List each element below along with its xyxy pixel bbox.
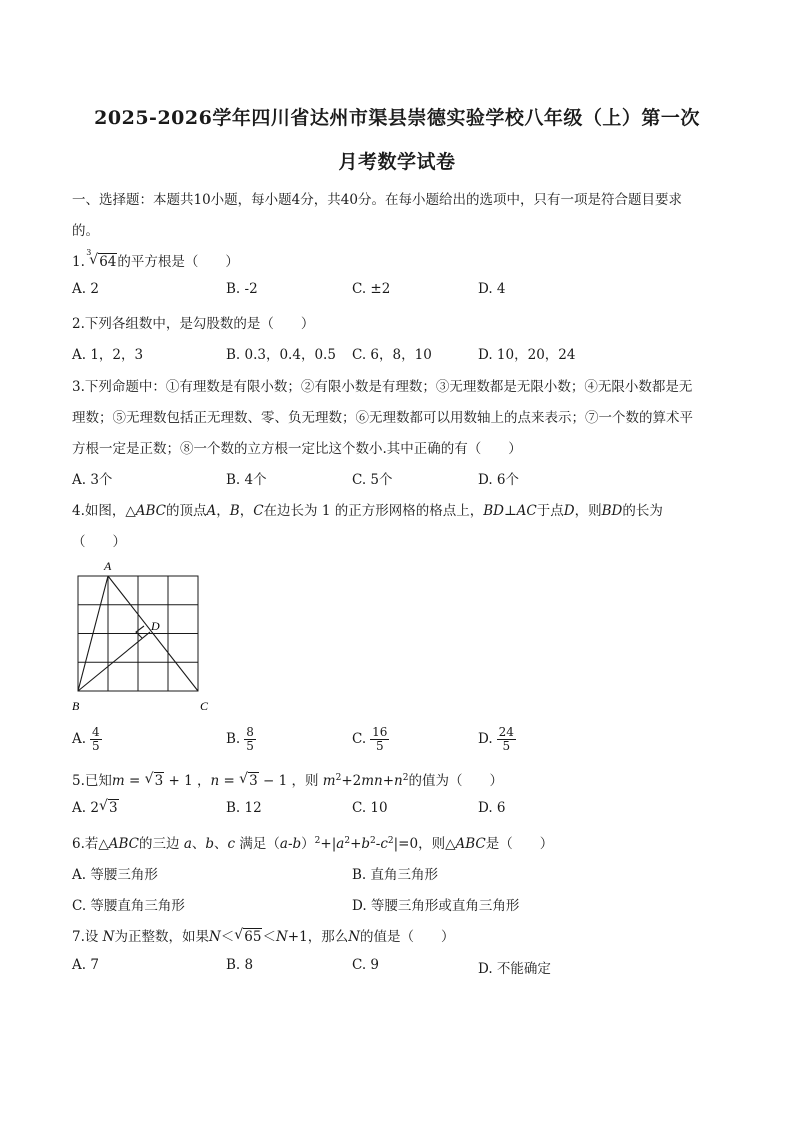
q3-option-a[interactable]: A. 3个 xyxy=(72,472,113,488)
q4-c-den: 5 xyxy=(375,739,384,753)
exp-2: 2 xyxy=(344,836,351,846)
q4-option-b[interactable] xyxy=(226,726,256,753)
section-instructions-line1: 一、选择题：本题共10小题，每小题4分，共40分。在每小题给出的选项中，只有一项是符合题目要求 xyxy=(72,192,682,208)
q2-option-d[interactable]: D. 10，20，24 xyxy=(478,347,576,363)
q7-option-c[interactable]: C. 9 xyxy=(352,957,380,973)
q1-option-c[interactable]: C. ±2 xyxy=(352,281,391,297)
q1-option-d[interactable]: D. 4 xyxy=(478,281,506,297)
q6-option-d[interactable]: D. 等腰三角形或直角三角形 xyxy=(352,898,520,914)
q5-plus: + 1 ， xyxy=(164,773,211,789)
q4-text-1: 的顶点 xyxy=(166,503,207,519)
q6-tail: 是（ ） xyxy=(485,836,554,852)
triangle-abc-2: ABC xyxy=(455,836,486,852)
question-1-number: 1. xyxy=(72,254,85,270)
q4-text-pre: 4.如图，△ xyxy=(72,503,136,519)
exam-title-line1: 2025-2026学年四川省达州市渠县崇德实验学校八年级（上）第一次 xyxy=(94,107,700,129)
q4-c-fraction xyxy=(370,726,389,753)
sqrt-3-a xyxy=(145,773,165,789)
q7-tail: 的值是（ ） xyxy=(360,929,455,945)
var-n: N xyxy=(102,929,115,945)
q4-b-fraction xyxy=(244,726,256,753)
exp-2: 2 xyxy=(402,773,409,783)
q6-plus: + xyxy=(350,836,362,852)
q4-d-den: 5 xyxy=(502,739,511,753)
q7-text-2: +1，那么 xyxy=(287,929,349,945)
perp-symbol: ⊥ xyxy=(503,503,517,519)
q4-a-fraction xyxy=(90,726,102,753)
q5-tail: 的值为（ ） xyxy=(408,773,503,789)
root-index: 3 xyxy=(86,248,92,257)
vertex-c: C xyxy=(253,503,264,519)
var-n: n xyxy=(210,773,220,789)
q4-a-den: 5 xyxy=(92,739,100,753)
section-instructions-line2: 的。 xyxy=(72,223,99,239)
side-b: b xyxy=(205,836,215,852)
var-b: b xyxy=(361,836,371,852)
exam-title-line2: 月考数学试卷 xyxy=(338,151,456,173)
exp-2: 2 xyxy=(314,836,321,846)
q1-option-a[interactable]: A. 2 xyxy=(72,281,99,297)
cube-root xyxy=(86,248,117,270)
radicand: 3 xyxy=(154,773,164,789)
q3-option-d[interactable]: D. 6个 xyxy=(478,472,520,488)
q3-option-b[interactable]: B. 4个 xyxy=(226,472,267,488)
q4-b-letter: B. xyxy=(226,731,241,747)
q5-a-coef: 2 xyxy=(90,800,99,816)
radical-sign: √ xyxy=(239,771,249,787)
question-5-stem xyxy=(72,769,503,789)
expr-plus: + xyxy=(382,773,395,789)
q5-option-c[interactable]: C. 10 xyxy=(352,800,388,816)
var-a: a xyxy=(336,836,345,852)
radicand: 64 xyxy=(99,254,117,270)
q4-option-c[interactable] xyxy=(352,726,389,753)
question-3-line1: 3.下列命题中：①有理数是有限小数；②有限小数是有理数；③无理数都是无限小数；④无限小数都是无 xyxy=(72,379,693,395)
var-n: N xyxy=(208,929,221,945)
q4-text-4: ，则 xyxy=(574,503,602,519)
q6-sep-2: 、 xyxy=(214,836,228,852)
question-2-stem: 2.下列各组数中，是勾股数的是（ ） xyxy=(72,316,315,332)
q6-option-b[interactable]: B. 直角三角形 xyxy=(352,867,439,883)
q5-a-letter: A. xyxy=(72,800,87,816)
q4-option-a[interactable] xyxy=(72,726,102,753)
exp-2: 2 xyxy=(387,836,394,846)
q4-d-letter: D. xyxy=(478,731,493,747)
q5-eq-2: = xyxy=(219,773,240,789)
expr-mn: mn xyxy=(361,773,383,789)
q7-option-b[interactable]: B. 8 xyxy=(226,957,254,973)
q4-d-num: 24 xyxy=(498,725,514,739)
question-3-line2: 理数；⑤无理数包括正无理数、零、负无理数；⑥无理数都可以用数轴上的点来表示；⑦一个数的算术平 xyxy=(72,410,693,426)
question-4-paren: （ ） xyxy=(72,534,126,550)
q4-a-num: 4 xyxy=(92,725,100,739)
q6-text-3: |=0，则△ xyxy=(393,836,456,852)
q6-text-pre: 6.若△ xyxy=(72,836,109,852)
label-a: A xyxy=(104,559,112,573)
radical-sign: √ xyxy=(89,252,99,268)
q6-close: ） xyxy=(301,836,315,852)
vertex-b: B xyxy=(229,503,240,519)
expr-n: n xyxy=(394,773,403,789)
q1-option-b[interactable]: B. -2 xyxy=(226,281,258,297)
segment-bd: BD xyxy=(483,503,504,519)
var-m: m xyxy=(111,773,125,789)
q7-text-pre: 7.设 xyxy=(72,929,103,945)
q4-option-d[interactable] xyxy=(478,726,516,753)
var-n: N xyxy=(275,929,288,945)
q3-option-c[interactable]: C. 5个 xyxy=(352,472,393,488)
q4-b-den: 5 xyxy=(246,739,254,753)
radical-sign: √ xyxy=(98,798,108,814)
q4-d-fraction xyxy=(497,726,516,753)
question-6-stem xyxy=(72,832,553,852)
q6-text-2: 满足（ xyxy=(235,836,280,852)
var-n: N xyxy=(348,929,361,945)
q5-a-sqrt xyxy=(99,800,119,816)
radical-sign: √ xyxy=(144,771,154,787)
q6-text-1: 的三边 xyxy=(139,836,184,852)
expr-a-minus-b: a-b xyxy=(279,836,302,852)
q4-c-num: 16 xyxy=(372,725,388,739)
segment-bd-line xyxy=(78,632,150,691)
var-c: c xyxy=(380,836,388,852)
grid-triangle-figure xyxy=(70,558,210,718)
q4-a-letter: A. xyxy=(72,731,87,747)
question-4-stem xyxy=(72,499,663,519)
question-7-stem xyxy=(72,925,455,945)
q4-sep-1: ， xyxy=(216,503,230,519)
q5-text-pre: 5.已知 xyxy=(72,773,112,789)
q4-text-2: 在边长为 1 的正方形网格的格点上， xyxy=(263,503,484,519)
q2-option-c[interactable]: C. 6，8，10 xyxy=(352,347,432,363)
q6-option-a[interactable]: A. 等腰三角形 xyxy=(72,867,158,883)
right-angle-mark xyxy=(136,626,144,638)
q7-option-a[interactable]: A. 7 xyxy=(72,957,99,973)
expr-plus-2: +2 xyxy=(341,773,362,789)
triangle-abc: ABC xyxy=(135,503,167,519)
radicand: 3 xyxy=(249,773,258,789)
q4-b-num: 8 xyxy=(246,725,254,739)
q6-minus: - xyxy=(375,836,381,852)
sqrt-65 xyxy=(234,929,262,945)
point-d: D xyxy=(563,503,575,519)
expr-m: m xyxy=(322,773,336,789)
segment-ac: AC xyxy=(516,503,537,519)
q4-text-5: 的长为 xyxy=(622,503,663,519)
radical-sign: √ xyxy=(234,927,244,943)
q5-minus: − 1 ，则 xyxy=(258,773,323,789)
triangle-abc: ABC xyxy=(108,836,140,852)
label-d: D xyxy=(151,619,160,633)
side-c: c xyxy=(227,836,236,852)
question-1-text: 的平方根是（ ） xyxy=(117,254,239,270)
radicand: 65 xyxy=(244,929,262,945)
q6-sep-1: 、 xyxy=(191,836,206,852)
q4-c-letter: C. xyxy=(352,731,367,747)
question-1-stem xyxy=(72,250,239,270)
segment-bd-2: BD xyxy=(601,503,623,519)
label-c: C xyxy=(200,699,209,713)
q7-text-1: 为正整数，如果 xyxy=(114,929,209,945)
q2-option-a[interactable]: A. 1，2，3 xyxy=(72,347,144,363)
label-b: B xyxy=(72,699,80,713)
q7-option-d[interactable]: D. 不能确定 xyxy=(478,961,551,977)
q6-option-c[interactable]: C. 等腰直角三角形 xyxy=(72,898,185,914)
less-than: ＜ xyxy=(262,929,276,945)
radicand: 3 xyxy=(108,800,118,816)
q5-option-d[interactable]: D. 6 xyxy=(478,800,506,816)
less-than: ＜ xyxy=(220,929,235,945)
q5-option-a[interactable] xyxy=(72,800,119,816)
q4-text-3: 于点 xyxy=(536,503,564,519)
sqrt-3-b xyxy=(239,773,259,789)
exp-2: 2 xyxy=(335,773,342,783)
q4-sep-2: ， xyxy=(239,503,254,519)
question-3-line3: 方根一定是正数；⑧一个数的立方根一定比这个数小.其中正确的有（ ） xyxy=(72,441,522,457)
vertex-a: A xyxy=(206,503,217,519)
q6-plus-abs: +| xyxy=(320,836,337,852)
exp-2: 2 xyxy=(370,836,376,846)
side-a: a xyxy=(183,836,192,852)
q5-option-b[interactable]: B. 12 xyxy=(226,800,262,816)
q2-option-b[interactable]: B. 0.3，0.4，0.5 xyxy=(226,347,336,363)
q5-eq-1: = xyxy=(124,773,145,789)
